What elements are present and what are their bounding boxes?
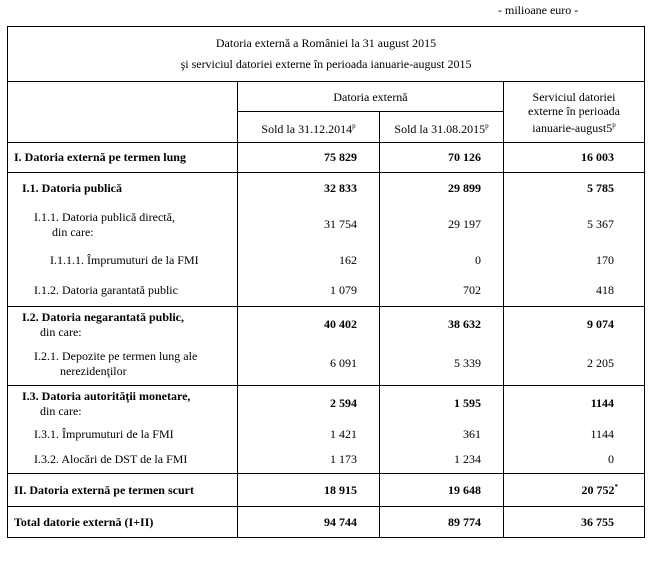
row-label-line: I.1.1. Datoria publică directă, bbox=[34, 209, 175, 224]
row-label-subline: nerezidenţilor bbox=[60, 363, 127, 378]
cell-value: 1 173 bbox=[238, 447, 380, 474]
row-label bbox=[8, 343, 238, 386]
header-blank-cell bbox=[8, 82, 238, 143]
table-row bbox=[8, 204, 645, 246]
table-row bbox=[8, 143, 645, 173]
cell-value: 9 074 bbox=[504, 307, 645, 343]
cell-value: 36 755 bbox=[504, 507, 645, 538]
cell-value: 31 754 bbox=[238, 204, 380, 246]
cell-value: 29 899 bbox=[380, 173, 504, 204]
row-label: I. Datoria externă pe termen lung bbox=[8, 143, 238, 173]
cell-value: 5 367 bbox=[504, 204, 645, 246]
cell-value: 1 421 bbox=[238, 422, 380, 447]
cell-value: 18 915 bbox=[238, 474, 380, 507]
cell-value: 361 bbox=[380, 422, 504, 447]
header-col3-line1: Serviciul datoriei bbox=[532, 89, 616, 104]
cell-value: 0 bbox=[380, 246, 504, 276]
header-col3-line2: externe în perioada bbox=[528, 103, 620, 118]
cell-value: 2 594 bbox=[238, 386, 380, 422]
table-row bbox=[8, 173, 645, 204]
row-label-line: I.2.1. Depozite pe termen lung ale bbox=[34, 348, 198, 363]
cell-value: 75 829 bbox=[238, 143, 380, 173]
row-label-subline: din care: bbox=[40, 403, 82, 418]
cell-value: 29 197 bbox=[380, 204, 504, 246]
row-label bbox=[8, 307, 238, 343]
table-row bbox=[8, 447, 645, 474]
row-label: I.1.1.1. Împrumuturi de la FMI bbox=[8, 246, 238, 276]
table-row bbox=[8, 276, 645, 307]
row-label-subline: din care: bbox=[40, 324, 82, 339]
table-row bbox=[8, 343, 645, 386]
row-label: I.3.2. Alocări de DST de la FMI bbox=[8, 447, 238, 474]
row-label-subline: din care: bbox=[52, 224, 94, 239]
row-label: I.1.2. Datoria garantată public bbox=[8, 276, 238, 307]
table-title bbox=[8, 27, 645, 82]
header-col3-line3: ianuarie-august5$^p$ bbox=[532, 120, 616, 135]
cell-value: 0 bbox=[504, 447, 645, 474]
row-label: I.1. Datoria publică bbox=[8, 173, 238, 204]
cell-value: 1144 bbox=[504, 386, 645, 422]
cell-value: 6 091 bbox=[238, 343, 380, 386]
table-row bbox=[8, 507, 645, 538]
cell-value: 170 bbox=[504, 246, 645, 276]
row-label bbox=[8, 204, 238, 246]
table-row bbox=[8, 246, 645, 276]
table-row bbox=[8, 386, 645, 422]
row-label: Total datorie externă (I+II) bbox=[8, 507, 238, 538]
cell-value: 89 774 bbox=[380, 507, 504, 538]
header-col2: Sold la 31.08.2015$^p$ bbox=[380, 112, 504, 143]
header-group-debt: Datoria externă bbox=[238, 82, 504, 112]
header-debt-service bbox=[504, 82, 645, 143]
cell-value: 16 003 bbox=[504, 143, 645, 173]
cell-value: 32 833 bbox=[238, 173, 380, 204]
row-label: I.3.1. Împrumuturi de la FMI bbox=[8, 422, 238, 447]
title-line-1: Datoria externă a României la 31 august 2015 bbox=[215, 36, 437, 50]
cell-value: 20 752* bbox=[504, 474, 645, 507]
row-label-line: I.3. Datoria autorităţii monetare, bbox=[22, 388, 191, 403]
title-line-2: şi serviciul datoriei externe în perioada ianuarie-august 2015 bbox=[180, 57, 472, 71]
cell-value: 1 595 bbox=[380, 386, 504, 422]
cell-value: 5 785 bbox=[504, 173, 645, 204]
cell-value: 70 126 bbox=[380, 143, 504, 173]
cell-value: 1144 bbox=[504, 422, 645, 447]
cell-value: 2 205 bbox=[504, 343, 645, 386]
cell-value: 5 339 bbox=[380, 343, 504, 386]
cell-value: 162 bbox=[238, 246, 380, 276]
cell-value: 94 744 bbox=[238, 507, 380, 538]
cell-value: 418 bbox=[504, 276, 645, 307]
table-row bbox=[8, 422, 645, 447]
cell-value: 19 648 bbox=[380, 474, 504, 507]
title-row bbox=[8, 27, 645, 82]
external-debt-table bbox=[7, 26, 645, 538]
header-row-1 bbox=[8, 82, 645, 112]
row-label-line: I.2. Datoria negarantată public, bbox=[22, 309, 184, 324]
cell-value: 1 234 bbox=[380, 447, 504, 474]
row-label: II. Datoria externă pe termen scurt bbox=[8, 474, 238, 507]
table-row bbox=[8, 307, 645, 343]
cell-value: 40 402 bbox=[238, 307, 380, 343]
cell-value: 1 079 bbox=[238, 276, 380, 307]
unit-label: - milioane euro - bbox=[498, 3, 579, 17]
cell-value: 702 bbox=[380, 276, 504, 307]
cell-value: 38 632 bbox=[380, 307, 504, 343]
row-label bbox=[8, 386, 238, 422]
table-row bbox=[8, 474, 645, 507]
header-col1: Sold la 31.12.2014$^p$ bbox=[238, 112, 380, 143]
